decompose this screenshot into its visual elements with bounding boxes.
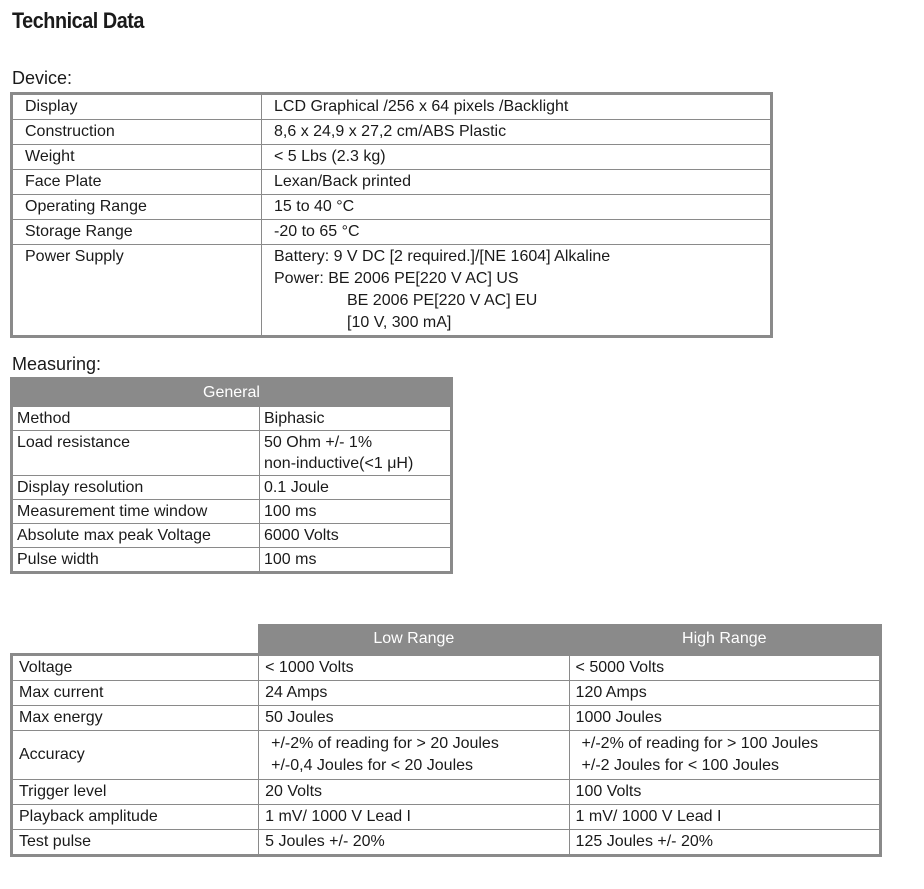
- power-line: BE 2006 PE[220 V AC] EU: [347, 292, 538, 309]
- table-row: [12, 94, 772, 120]
- table-row: [12, 245, 772, 337]
- power-line: Power: BE 2006 PE[220 V AC] US: [274, 270, 519, 287]
- low-range-value: 20 Volts: [259, 780, 569, 805]
- accuracy-line: +/-2 Joules for < 100 Joules: [581, 757, 779, 774]
- device-row-value: 8,6 x 24,9 x 27,2 cm/ABS Plastic: [262, 120, 772, 145]
- measure-value-line: non-inductive(<1 μH): [264, 455, 414, 472]
- measure-row-name: Pulse width: [12, 548, 260, 573]
- table-row: [12, 805, 881, 830]
- device-row-value: Lexan/Back printed: [262, 170, 772, 195]
- table-row: [12, 830, 881, 856]
- table-row: [12, 500, 452, 524]
- device-row-value: < 5 Lbs (2.3 kg): [262, 145, 772, 170]
- range-row-name: Accuracy: [12, 731, 259, 780]
- device-row-name: Storage Range: [12, 220, 262, 245]
- table-row: [12, 476, 452, 500]
- table-row: [12, 407, 452, 431]
- low-range-value: 50 Joules: [259, 706, 569, 731]
- table-row: [12, 195, 772, 220]
- device-row-name: Operating Range: [12, 195, 262, 220]
- general-header: General: [12, 379, 452, 407]
- device-row-name: Face Plate: [12, 170, 262, 195]
- high-range-value: 1 mV/ 1000 V Lead I: [569, 805, 880, 830]
- range-row-name: Voltage: [12, 655, 259, 681]
- device-row-value: 15 to 40 °C: [262, 195, 772, 220]
- measure-row-value: 0.1 Joule: [260, 476, 452, 500]
- range-row-name: Test pulse: [12, 830, 259, 856]
- measure-row-value: [260, 431, 452, 476]
- table-row: [12, 706, 881, 731]
- range-table: [10, 624, 882, 857]
- device-row-name: Construction: [12, 120, 262, 145]
- range-row-name: Max energy: [12, 706, 259, 731]
- page-title: Technical Data: [12, 8, 144, 33]
- table-row: [12, 655, 881, 681]
- accuracy-line: +/-2% of reading for > 100 Joules: [581, 735, 819, 752]
- high-range-value: 100 Volts: [569, 780, 880, 805]
- high-range-value: 120 Amps: [569, 681, 880, 706]
- device-section-label: Device:: [12, 68, 73, 88]
- measuring-section-label: Measuring:: [12, 354, 102, 374]
- accuracy-line: +/-2% of reading for > 20 Joules: [271, 735, 499, 752]
- table-row: [12, 120, 772, 145]
- measure-row-name: Load resistance: [12, 431, 260, 476]
- measure-row-name: Measurement time window: [12, 500, 260, 524]
- measure-row-value: 100 ms: [260, 548, 452, 573]
- table-row: [12, 780, 881, 805]
- table-row: [12, 431, 452, 476]
- accuracy-line: +/-0,4 Joules for < 20 Joules: [271, 757, 474, 774]
- low-range-value: 5 Joules +/- 20%: [259, 830, 569, 856]
- table-row: [12, 681, 881, 706]
- table-row: [12, 145, 772, 170]
- measuring-table: [10, 377, 453, 574]
- high-range-value: 125 Joules +/- 20%: [569, 830, 880, 856]
- table-header-row: [12, 379, 452, 407]
- measure-row-value: Biphasic: [260, 407, 452, 431]
- range-row-name: Max current: [12, 681, 259, 706]
- table-header-row: [12, 625, 881, 655]
- measure-row-value: 6000 Volts: [260, 524, 452, 548]
- range-row-name: Trigger level: [12, 780, 259, 805]
- low-range-value: [259, 731, 569, 780]
- high-range-value: < 5000 Volts: [569, 655, 880, 681]
- low-range-value: < 1000 Volts: [259, 655, 569, 681]
- device-row-value: LCD Graphical /256 x 64 pixels /Backlight: [262, 94, 772, 120]
- table-row: [12, 548, 452, 573]
- measure-row-name: Absolute max peak Voltage: [12, 524, 260, 548]
- measure-row-name: Display resolution: [12, 476, 260, 500]
- high-range-header: High Range: [569, 625, 880, 655]
- blank-header: [12, 625, 259, 655]
- low-range-header: Low Range: [259, 625, 569, 655]
- table-row: [12, 170, 772, 195]
- measure-row-value: 100 ms: [260, 500, 452, 524]
- device-row-name: Display: [12, 94, 262, 120]
- device-row-name: Power Supply: [12, 245, 262, 337]
- high-range-value: [569, 731, 880, 780]
- high-range-value: 1000 Joules: [569, 706, 880, 731]
- device-table: [10, 92, 773, 338]
- device-row-value: [262, 245, 772, 337]
- table-row: [12, 220, 772, 245]
- low-range-value: 1 mV/ 1000 V Lead I: [259, 805, 569, 830]
- power-line: [10 V, 300 mA]: [347, 314, 452, 331]
- measure-value-line: 50 Ohm +/- 1%: [264, 434, 373, 451]
- device-row-value: -20 to 65 °C: [262, 220, 772, 245]
- table-row: [12, 524, 452, 548]
- power-line: Battery: 9 V DC [2 required.]/[NE 1604] Alkaline: [274, 248, 611, 265]
- range-row-name: Playback amplitude: [12, 805, 259, 830]
- measure-row-name: Method: [12, 407, 260, 431]
- device-row-name: Weight: [12, 145, 262, 170]
- low-range-value: 24 Amps: [259, 681, 569, 706]
- table-row: [12, 731, 881, 780]
